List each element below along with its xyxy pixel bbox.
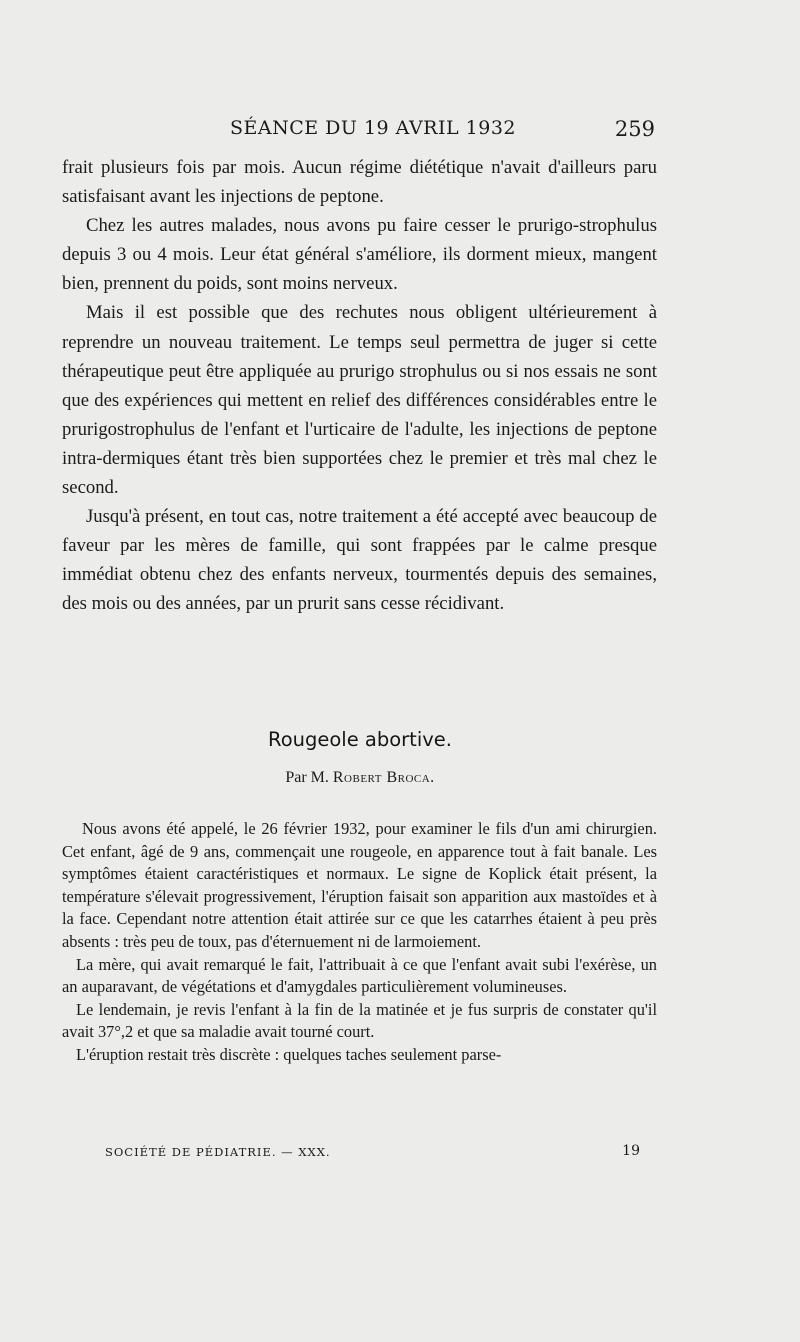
paragraph: Jusqu'à présent, en tout cas, notre traitement a été accepté avec beaucoup de faveur par les mères de famille, qui sont frappées par le calme presque immédiat obtenu chez des enfants nerveux, tourmentés depuis des semaines, des mois ou des années, par un prurit sans cesse récidivant. [62,506,657,615]
footer-journal: SOCIÉTÉ DE PÉDIATRIE. — XXX. [105,1145,331,1159]
paragraph: Chez les autres malades, nous avons pu faire cesser le prurigo-strophulus depuis 3 ou 4 mois. Leur état général s'améliore, ils dorment mieux, mangent bien, prennent du poids, sont moins nerveux. [62,215,657,295]
text-block-rougeole [62,818,657,1067]
paragraph: L'éruption restait très discrète : quelques taches seulement parse- [76,1044,502,1064]
paragraph: frait plusieurs fois par mois. Aucun régime diététique n'avait d'ailleurs paru satisfaisant avant les injections de peptone. [62,157,657,208]
footer-signature-number: 19 [622,1143,640,1159]
paragraph: La mère, qui avait remarqué le fait, l'attribuait à ce que l'enfant avait subi l'exérèse, un an auparavant, de végétations et d'amygdales particulièrement volumineuses. [62,954,657,997]
running-header [230,117,655,147]
header-title: SÉANCE DU 19 AVRIL 1932 [230,117,516,139]
section-title: Rougeole abortive. [268,728,452,751]
byline [0,769,720,787]
paragraph: Le lendemain, je revis l'enfant à la fin de la matinée et je fus surpris de constater qu'il avait 37°,2 et que sa maladie avait tourné court. [62,999,657,1042]
byline-prefix: Par M. [285,769,329,786]
page-footer [105,1145,640,1165]
page-number: 259 [614,117,655,141]
paragraph: Nous avons été appelé, le 26 février 1932, pour examiner le fils d'un ami chirurgien. Cet enfant, âgé de 9 ans, commençait une rougeole, en apparence tout à fait banale. Les symptômes étaient caractéristiques et normaux. Le signe de Koplick était présent, la température s'élevait progressivement, l'éruption faisait son apparition aux mastoïdes et à la face. Cependant notre attention était attirée sur ce que les catarrhes étaient à peu près absents : très peu de toux, pas d'éternuement ni de larmoiement. [62,819,657,951]
text-block-prurigo [62,153,657,619]
paragraph: Mais il est possible que des rechutes nous obligent ultérieurement à reprendre un nouveau traitement. Le temps seul permettra de juger si cette thérapeutique peut être appliquée au prurigo strophulus ou si nos essais ne sont que des expériences qui mettent en relief des différences considérables entre le prurigostrophulus de l'enfant et l'urticaire de l'adulte, les injections de peptone intra-dermiques étant très bien supportées chez le premier et très mal chez le second. [62,302,657,499]
byline-author: Robert Broca. [332,769,435,786]
